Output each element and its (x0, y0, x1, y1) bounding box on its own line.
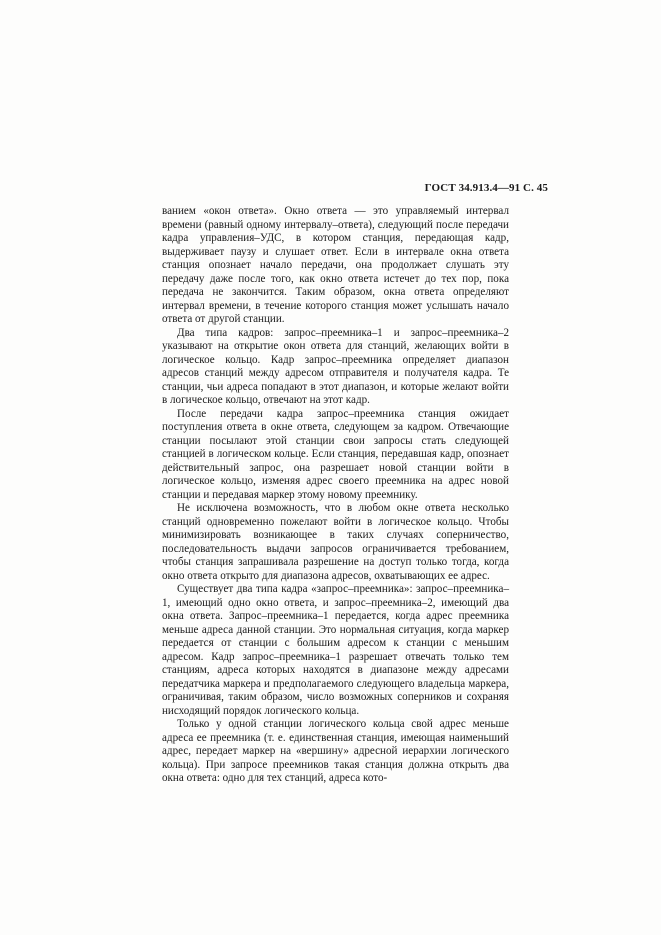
paragraph-3: После передачи кадра запрос–преемника станция ожидает поступления ответа в окне ответа, следующем за кадром. Отвечающие станции посылают этой станции свои запросы стать следующей станцией в логическом кольце. Если станция, передавшая кадр, опознает действительный запрос, она разрешает новой станции войти в логическое кольцо, изменяя адрес своего преемника на адрес новой станции и передавая маркер этому новому преемнику. (162, 407, 509, 501)
paragraph-1: ванием «окон ответа». Окно ответа — это управляемый интервал времени (равный одному интервалу–ответа), следующий после передачи кадра управления–УДС, в котором станция, передающая кадр, выдерживает паузу и слушает ответ. Если в интервале окна ответа станция опознает начало передачи, она продолжает слушать эту передачу даже после того, как окно ответа истечет до тех пор, пока передача не закончится. Таким образом, окна ответа определяют интервал времени, в течение которого станция может услышать начало ответа от другой станции. (162, 205, 509, 325)
paragraph-5: Существует два типа кадра «запрос–преемника»: запрос–преемника–1, имеющий одно окно ответа, и запрос–преемника–2, имеющий два окна ответа. Запрос–преемника–1 передается, когда адрес преемника меньше адреса данной станции. Это нормальная ситуация, когда маркер передается от станции с большим адресом к станции с меньшим адресом. Кадр запрос–преемника–1 разрешает отвечать только тем станциям, адреса которых находятся в диапазоне между адресами передатчика маркера и предполагаемого следующего владельца маркера, ограничивая, таким образом, число возможных соперников и сохраняя нисходящий порядок логического кольца. (162, 583, 509, 717)
document-body (162, 205, 509, 786)
paragraph-4: Не исключена возможность, что в любом окне ответа несколько станций одновременно пожелают войти в логическое кольцо. Чтобы минимизировать возникающее в таких случаях соперничество, последовательность выдачи запросов ограничивается требованием, чтобы станция запрашивала разрешение на доступ только тогда, когда окно ответа открыто для диапазона адресов, охватывающих ее адрес. (162, 502, 509, 582)
paragraph-2: Два типа кадров: запрос–преемника–1 и запрос–преемника–2 указывают на открытие окон ответа для станций, желающих войти в логическое кольцо. Кадр запрос–преемника определяет диапазон адресов станций между адресом отправителя и получателя кадра. Те станции, чьи адреса попадают в этот диапазон, и которые желают войти в логическое кольцо, отвечают на этот кадр. (162, 326, 509, 406)
paragraph-6: Только у одной станции логического кольца свой адрес меньше адреса ее преемника (т. е. единственная станция, имеющая наименьший адрес, передает маркер на «вершину» адресной иерархии логического кольца). При запросе преемников такая станция должна открыть два окна ответа: одно для тех станций, адреса кото- (162, 718, 509, 784)
page-header-standard-ref: ГОСТ 34.913.4—91 С. 45 (424, 182, 548, 194)
